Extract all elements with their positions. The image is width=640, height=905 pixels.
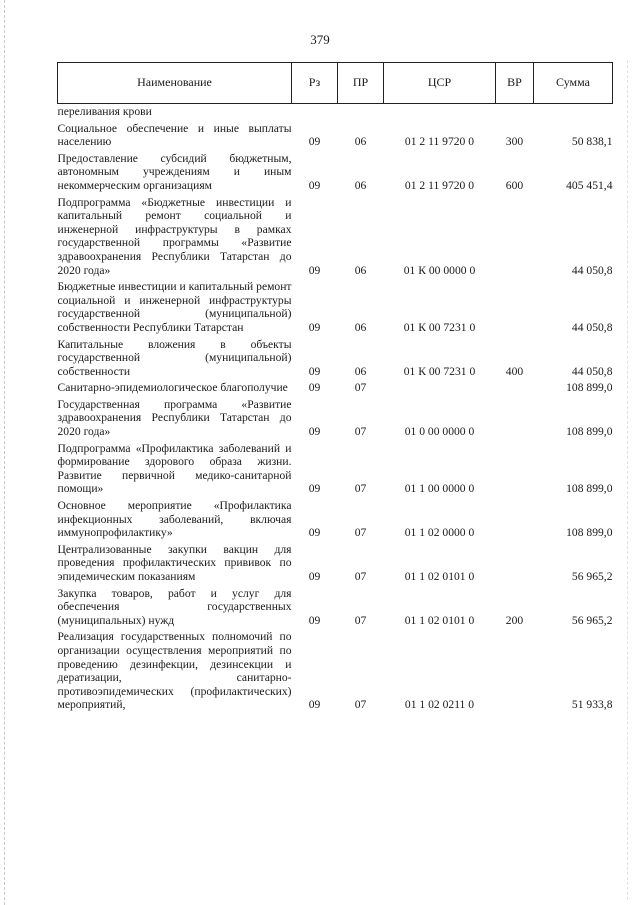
cell-vr xyxy=(496,439,534,496)
cell-pr: 07 xyxy=(354,570,367,583)
header-sum: Сумма xyxy=(534,63,613,104)
cell-vr xyxy=(496,540,534,584)
cell-sum: 51 933,8 xyxy=(571,698,613,712)
cell-name: Социальное обеспечение и иные выплаты населению xyxy=(57,121,292,149)
cell-pr: 07 xyxy=(354,526,367,540)
header-vr: ВР xyxy=(496,63,534,104)
cell-pr: 06 xyxy=(354,135,367,149)
cell-pr: 06 xyxy=(354,178,367,192)
cell-sum: 44 050,8 xyxy=(571,263,613,277)
cell-rz: 09 xyxy=(308,570,321,583)
table-header-row xyxy=(58,63,613,104)
table-row xyxy=(58,378,613,395)
table-row xyxy=(58,104,613,119)
cell-csr: 01 1 02 0211 0 xyxy=(404,698,475,712)
cell-vr xyxy=(496,277,534,334)
cell-sum: 108 899,0 xyxy=(566,381,613,395)
cell-csr: 01 1 02 0101 0 xyxy=(404,613,475,627)
table-row xyxy=(58,335,613,379)
cell-sum: 56 965,2 xyxy=(571,570,613,583)
table-row xyxy=(58,277,613,334)
budget-table xyxy=(57,62,613,712)
cell-rz: 09 xyxy=(308,364,321,378)
table-row xyxy=(58,149,613,193)
cell-csr: 01 2 11 9720 0 xyxy=(404,135,475,149)
cell-sum: 56 965,2 xyxy=(571,613,613,627)
cell-vr: 400 xyxy=(505,364,524,378)
cell-name: Основное мероприятие «Профилактика инфекционных заболеваний, включая иммунопрофилактику» xyxy=(57,499,292,540)
cell-name: Реализация государственных полномочий по организации осуществления мероприятий по проведению дезинфекции, дезинсекции и дератизации, санитарно-противоэпидемических (профилактических) мероприятий, xyxy=(57,630,292,712)
table-row xyxy=(58,496,613,540)
cell-csr: 01 К 00 0000 0 xyxy=(403,263,476,277)
cell-name: Подпрограмма «Бюджетные инвестиции и капитальный ремонт социальной и инженерной инфраструктуры в рамках государственной программы «Развитие здравоохранения Республики Татарстан до 2020 года» xyxy=(57,195,292,277)
header-pr: ПР xyxy=(338,63,384,104)
cell-csr xyxy=(384,378,496,395)
cell-rz: 09 xyxy=(308,526,321,540)
cell-rz: 09 xyxy=(308,613,321,627)
cell-sum: 50 838,1 xyxy=(571,135,613,149)
cell-vr xyxy=(496,395,534,439)
cell-name: Бюджетные инвестиции и капитальный ремонт социальной и инженерной инфраструктуры государственной (муниципальной) собственности Республики Татарстан xyxy=(57,280,292,334)
cell-pr: 06 xyxy=(354,263,367,277)
cell-pr: 06 xyxy=(354,364,367,378)
cell-pr: 07 xyxy=(354,698,367,712)
cell-rz: 09 xyxy=(308,482,321,496)
cell-rz: 09 xyxy=(308,178,321,192)
cell-vr: 200 xyxy=(505,613,524,627)
table-row xyxy=(58,119,613,149)
cell-name: Государственная программа «Развитие здравоохранения Республики Татарстан до 2020 года» xyxy=(57,397,292,439)
cell-sum: 108 899,0 xyxy=(566,482,613,496)
cell-csr: 01 1 02 0000 0 xyxy=(404,526,475,540)
cell-sum xyxy=(534,104,613,119)
cell-pr: 07 xyxy=(354,482,367,496)
table-row xyxy=(58,540,613,584)
cell-rz: 09 xyxy=(308,320,321,334)
scan-edge-left xyxy=(4,0,5,905)
header-csr: ЦСР xyxy=(384,63,496,104)
cell-name: Санитарно-эпидемиологическое благополучие xyxy=(57,381,288,395)
header-rz: Рз xyxy=(292,63,338,104)
cell-pr: 07 xyxy=(354,613,367,627)
cell-rz: 09 xyxy=(308,135,321,149)
cell-sum: 108 899,0 xyxy=(566,526,613,540)
cell-rz: 09 xyxy=(308,263,321,277)
cell-sum: 44 050,8 xyxy=(571,364,613,378)
cell-name: Подпрограмма «Профилактика заболеваний и формирование здорового образа жизни. Развитие первичной медико-санитарной помощи» xyxy=(57,441,292,496)
scan-edge-right xyxy=(627,60,628,900)
cell-pr: 07 xyxy=(354,425,367,439)
cell-vr xyxy=(496,193,534,278)
cell-name: Закупка товаров, работ и услуг для обеспечения государственных (муниципальных) нужд xyxy=(57,586,292,627)
cell-rz: 09 xyxy=(308,381,321,395)
cell-vr: 300 xyxy=(505,135,524,149)
cell-csr: 01 К 00 7231 0 xyxy=(403,364,476,378)
cell-vr xyxy=(496,378,534,395)
table-row xyxy=(58,395,613,439)
cell-vr xyxy=(496,627,534,712)
cell-csr: 01 2 11 9720 0 xyxy=(404,178,475,192)
cell-pr: 06 xyxy=(354,320,367,334)
cell-csr xyxy=(384,104,496,119)
cell-vr xyxy=(496,496,534,540)
cell-name: Централизованные закупки вакцин для проведения профилактических прививок по эпидемическим показаниям xyxy=(57,542,292,583)
cell-vr xyxy=(496,104,534,119)
table-row xyxy=(58,584,613,628)
cell-pr: 07 xyxy=(354,381,367,395)
cell-rz: 09 xyxy=(308,698,321,712)
table-row xyxy=(58,439,613,496)
page-number: 379 xyxy=(310,32,330,47)
cell-pr xyxy=(338,104,384,119)
cell-rz: 09 xyxy=(308,425,321,439)
cell-name: переливания крови xyxy=(57,105,152,118)
header-name: Наименование xyxy=(58,63,292,104)
cell-csr: 01 1 00 0000 0 xyxy=(404,482,475,496)
cell-sum: 108 899,0 xyxy=(566,425,613,439)
cell-name: Предоставление субсидий бюджетным, автономным учреждениям и иным некоммерческим организациям xyxy=(57,151,292,192)
cell-csr: 01 1 02 0101 0 xyxy=(404,570,475,583)
table-row xyxy=(58,627,613,712)
cell-csr: 01 0 00 0000 0 xyxy=(404,425,475,439)
cell-rz xyxy=(292,104,338,119)
cell-vr: 600 xyxy=(505,178,524,192)
cell-sum: 44 050,8 xyxy=(571,320,613,334)
cell-name: Капитальные вложения в объекты государственной (муниципальной) собственности xyxy=(57,337,292,378)
cell-csr: 01 К 00 7231 0 xyxy=(403,320,476,334)
cell-sum: 405 451,4 xyxy=(566,178,613,192)
table-row xyxy=(58,193,613,278)
